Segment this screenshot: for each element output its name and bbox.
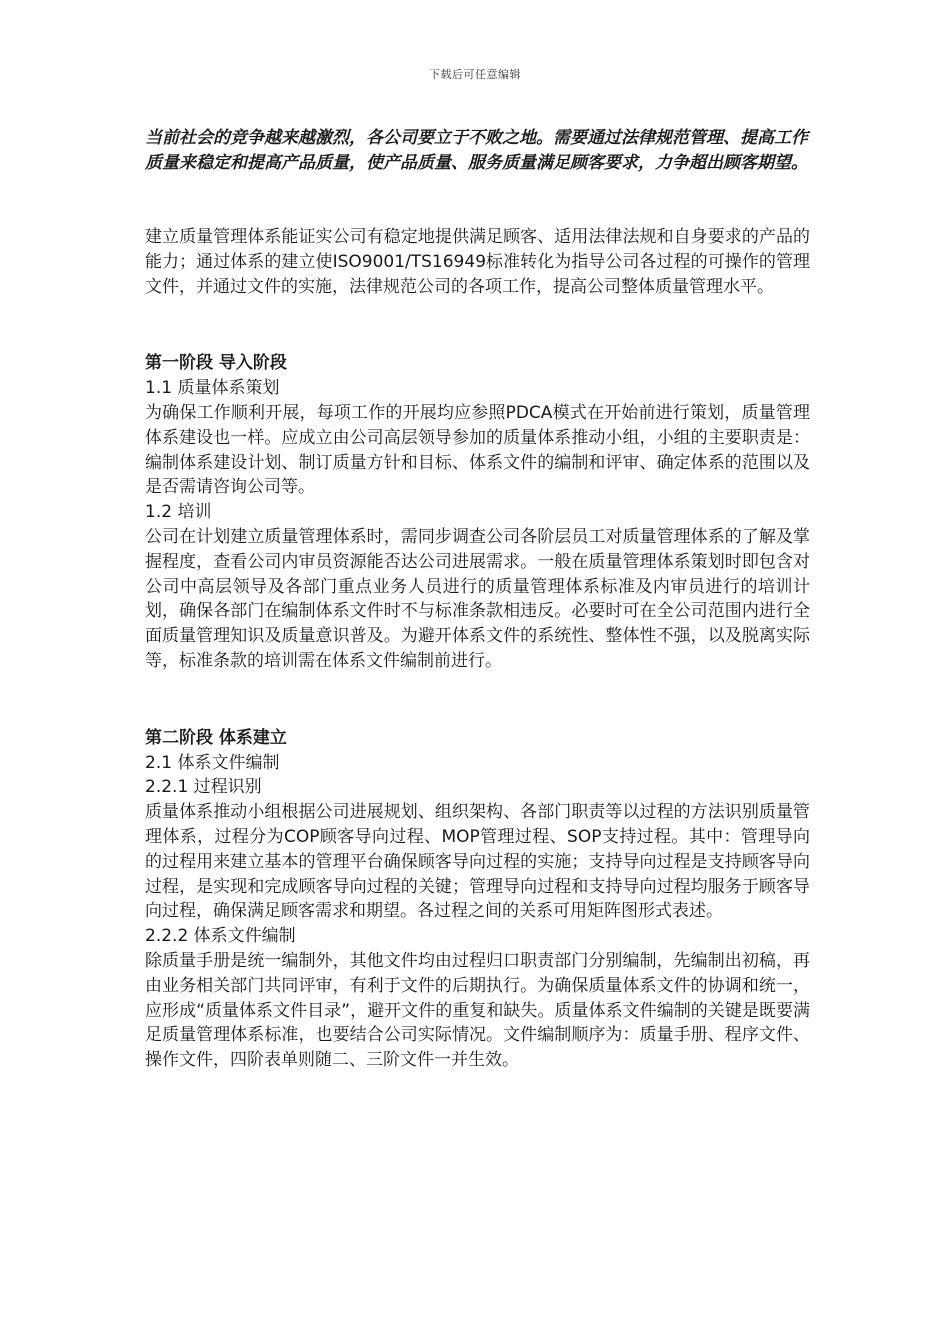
spacer <box>145 176 810 225</box>
spacer <box>145 299 810 351</box>
stage1-title: 第一阶段 导入阶段 <box>145 353 287 374</box>
document-body <box>145 126 810 1073</box>
section-1-1-text: 为确保工作顺利开展，每项工作的开展均应参照PDCA模式在开始前进行策划，质量管理体系建设也一样。应成立由公司高层领导参加的质量体系推动小组，小组的主要职责是：编制体系建设计划、制订质量方针和目标、体系文件的编制和评审、确定体系的范围以及是否需请咨询公司等。 <box>145 402 810 498</box>
section-2-2-1-text: 质量体系推动小组根据公司进展规划、组织架构、各部门职责等以过程的方法识别质量管理体系，过程分为COP顾客导向过程、MOP管理过程、SOP支持过程。其中：管理导向的过程用来建立基本的管理平台确保顾客导向过程的实施；支持导向过程是支持顾客导向过程，是实现和完成顾客导向过程的关键；管理导向过程和支持导向过程均服务于顾客导向过程，确保满足顾客需求和期望。各过程之间的关系可用矩阵图形式表述。 <box>145 802 810 922</box>
section-2-2-2-heading: 2.2.2 体系文件编制 <box>145 926 296 947</box>
page-header: 下载后可任意编辑 <box>429 68 521 81</box>
section-2-2-2-text: 除质量手册是统一编制外，其他文件均由过程归口职责部门分别编制，先编制出初稿，再由业务相关部门共同评审，有利于文件的后期执行。为确保质量体系文件的协调和统一，应形成“质量体系文件目录”，避开文件的重复和缺失。质量体系文件编制的关键是既要满足质量管理体系标准，也要结合公司实际情况。文件编制顺序为：质量手册、程序文件、操作文件，四阶表单则随二、三阶文件一并生效。 <box>145 950 810 1071</box>
intro-paragraph: 当前社会的竞争越来越激烈，各公司要立于不败之地。需要通过法律规范管理、提高工作质量来稳定和提高产品质量，使产品质量、服务质量满足顾客要求，力争超出顾客期望。 <box>145 128 808 173</box>
section-1-2-text: 公司在计划建立质量管理体系时，需同步调查公司各阶层员工对质量管理体系的了解及掌握程度，查看公司内审员资源能否达公司进展需求。一般在质量管理体系策划时即包含对公司中高层领导及各部门重点业务人员进行的质量管理体系标准及内审员进行的培训计划，确保各部门在编制体系文件时不与标准条款相违反。必要时可在全公司范围内进行全面质量管理知识及质量意识普及。为避开体系文件的系统性、整体性不强，以及脱离实际等，标准条款的培训需在体系文件编制前进行。 <box>145 526 810 671</box>
section-2-1-heading: 2.1 体系文件编制 <box>145 752 280 773</box>
overview-paragraph: 建立质量管理体系能证实公司有稳定地提供满足顾客、适用法律法规和自身要求的产品的能力；通过体系的建立使ISO9001/TS16949标准转化为指导公司各过程的可操作的管理文件，并通过文件的实施，法律规范公司的各项工作，提高公司整体质量管理水平。 <box>145 227 810 297</box>
spacer <box>145 674 810 726</box>
section-2-2-1-heading: 2.2.1 过程识别 <box>145 777 262 798</box>
section-1-1-heading: 1.1 质量体系策划 <box>145 378 280 399</box>
section-1-2-heading: 1.2 培训 <box>145 502 212 523</box>
stage2-title: 第二阶段 体系建立 <box>145 727 287 748</box>
